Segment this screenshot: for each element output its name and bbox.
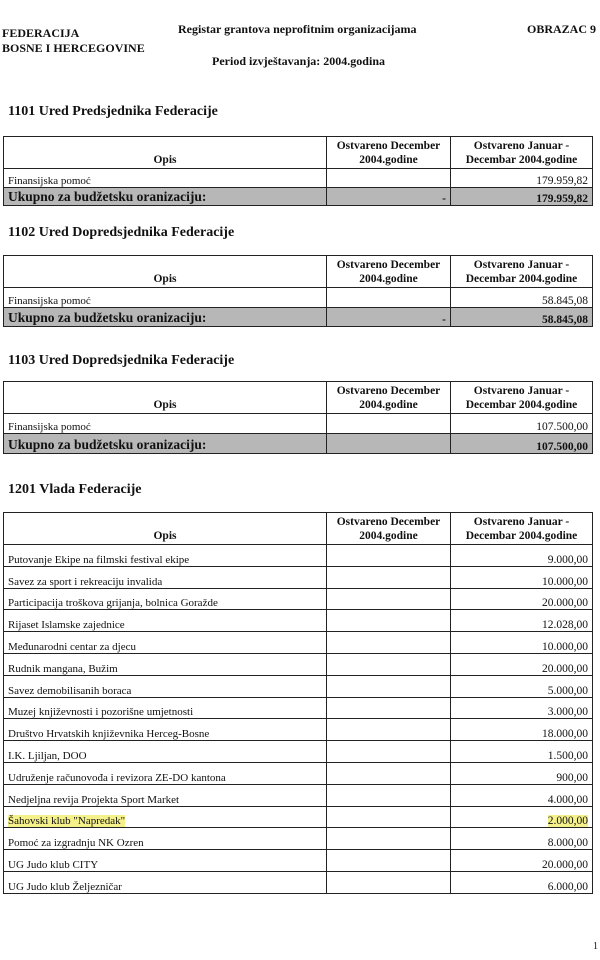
- total-annual: 58.845,08: [451, 308, 593, 327]
- table-row: [4, 610, 593, 632]
- total-label: Ukupno za budžetsku oranizaciju:: [4, 308, 327, 327]
- row-total: 8.000,00: [451, 828, 593, 850]
- total-row: [4, 308, 593, 327]
- row-total: 18.000,00: [451, 719, 593, 741]
- row-december: [327, 632, 451, 654]
- reporting-period: Period izvještavanja: 2004.godina: [212, 54, 385, 68]
- row-total: [451, 806, 593, 828]
- row-total: 20.000,00: [451, 850, 593, 872]
- table-row: [4, 414, 593, 434]
- row-total: 9.000,00: [451, 545, 593, 567]
- table-row: [4, 675, 593, 697]
- table-1101: [3, 136, 593, 206]
- row-label: Nedjeljna revija Projekta Sport Market: [4, 784, 327, 806]
- row-december: [327, 653, 451, 675]
- row-december: [327, 762, 451, 784]
- table-row: [4, 632, 593, 654]
- col-header-december: Ostvareno December 2004.godine: [327, 513, 451, 545]
- row-december: [327, 784, 451, 806]
- row-label: UG Judo klub CITY: [4, 850, 327, 872]
- col-header-annual: Ostvareno Januar - Decembar 2004.godine: [451, 382, 593, 414]
- table-header-row: [4, 137, 593, 169]
- row-label: Muzej književnosti i pozorišne umjetnosti: [4, 697, 327, 719]
- total-label: Ukupno za budžetsku oranizaciju:: [4, 188, 327, 206]
- row-total: 5.000,00: [451, 675, 593, 697]
- table-row: [4, 850, 593, 872]
- col-header-annual: Ostvareno Januar - Decembar 2004.godine: [451, 513, 593, 545]
- table-row: [4, 697, 593, 719]
- col-header-december: Ostvareno December 2004.godine: [327, 137, 451, 169]
- row-label: Rudnik mangana, Bužim: [4, 653, 327, 675]
- grant-rows: [4, 545, 593, 894]
- col-header-opis: Opis: [4, 513, 327, 545]
- table-row: [4, 288, 593, 308]
- row-december: [327, 566, 451, 588]
- row-label: Društvo Hrvatskih književnika Herceg-Bosne: [4, 719, 327, 741]
- section-title-1102: 1102 Ured Dopredsjednika Federacije: [8, 225, 235, 240]
- total-row: [4, 188, 593, 206]
- row-label: Finansijska pomoć: [4, 288, 327, 308]
- row-total: 10.000,00: [451, 566, 593, 588]
- row-total: 4.000,00: [451, 784, 593, 806]
- margin-mark: 1: [593, 941, 598, 952]
- row-total: 20.000,00: [451, 653, 593, 675]
- col-header-opis: Opis: [4, 137, 327, 169]
- table-row: [4, 741, 593, 763]
- org-name: [2, 26, 145, 56]
- form-number: OBRAZAC 9: [527, 22, 597, 36]
- table-row: [4, 545, 593, 567]
- row-total: 10.000,00: [451, 632, 593, 654]
- row-december: [327, 414, 451, 434]
- total-december: -: [327, 308, 451, 327]
- row-label: Udruženje računovođa i revizora ZE-DO kantona: [4, 762, 327, 784]
- row-label: I.K. Ljiljan, DOO: [4, 741, 327, 763]
- row-total: 107.500,00: [451, 414, 593, 434]
- table-header-row: [4, 382, 593, 414]
- table-row: [4, 871, 593, 893]
- table-row: [4, 653, 593, 675]
- total-label: Ukupno za budžetsku oranizaciju:: [4, 434, 327, 454]
- highlighted-label: Šahovski klub "Napredak": [8, 815, 126, 828]
- row-total: 20.000,00: [451, 588, 593, 610]
- table-row: [4, 762, 593, 784]
- highlighted-amount: 2.000,00: [547, 815, 588, 828]
- row-label: Finansijska pomoć: [4, 169, 327, 188]
- table-row: [4, 828, 593, 850]
- row-label: Finansijska pomoć: [4, 414, 327, 434]
- row-label: Savez demobilisanih boraca: [4, 675, 327, 697]
- row-label: [4, 806, 327, 828]
- total-december: -: [327, 188, 451, 206]
- table-1103: [3, 381, 593, 454]
- row-december: [327, 719, 451, 741]
- row-december: [327, 675, 451, 697]
- row-december: [327, 697, 451, 719]
- row-total: 900,00: [451, 762, 593, 784]
- row-december: [327, 610, 451, 632]
- row-label: Pomoć za izgradnju NK Ozren: [4, 828, 327, 850]
- row-label: Rijaset Islamske zajednice: [4, 610, 327, 632]
- table-1201: [3, 512, 593, 894]
- row-total: 6.000,00: [451, 871, 593, 893]
- section-title-1201: 1201 Vlada Federacije: [8, 482, 142, 497]
- section-title-1103: 1103 Ured Dopredsjednika Federacije: [8, 353, 235, 368]
- org-line-1: FEDERACIJA: [2, 26, 80, 40]
- row-label: Putovanje Ekipe na filmski festival ekipe: [4, 545, 327, 567]
- table-header-row: [4, 256, 593, 288]
- document-title: Registar grantova neprofitnim organizacijama: [178, 22, 417, 36]
- total-annual: 179.959,82: [451, 188, 593, 206]
- row-label: UG Judo klub Željezničar: [4, 871, 327, 893]
- row-december: [327, 828, 451, 850]
- row-december: [327, 850, 451, 872]
- total-annual: 107.500,00: [451, 434, 593, 454]
- total-row: [4, 434, 593, 454]
- row-december: [327, 588, 451, 610]
- col-header-annual: Ostvareno Januar - Decembar 2004.godine: [451, 137, 593, 169]
- col-header-december: Ostvareno December 2004.godine: [327, 382, 451, 414]
- table-row: [4, 588, 593, 610]
- table-row: [4, 806, 593, 828]
- section-title-1101: 1101 Ured Predsjednika Federacije: [8, 104, 218, 119]
- row-december: [327, 741, 451, 763]
- row-label: Međunarodni centar za djecu: [4, 632, 327, 654]
- table-row: [4, 784, 593, 806]
- org-line-2: BOSNE I HERCEGOVINE: [2, 41, 145, 55]
- row-label: Participacija troškova grijanja, bolnica Goražde: [4, 588, 327, 610]
- row-december: [327, 871, 451, 893]
- col-header-annual: Ostvareno Januar - Decembar 2004.godine: [451, 256, 593, 288]
- row-december: [327, 806, 451, 828]
- table-row: [4, 566, 593, 588]
- row-total: 3.000,00: [451, 697, 593, 719]
- row-total: 179.959,82: [451, 169, 593, 188]
- col-header-opis: Opis: [4, 256, 327, 288]
- table-1102: [3, 255, 593, 327]
- row-total: 58.845,08: [451, 288, 593, 308]
- row-december: [327, 288, 451, 308]
- row-total: 1.500,00: [451, 741, 593, 763]
- table-row: [4, 169, 593, 188]
- table-header-row: [4, 513, 593, 545]
- row-december: [327, 169, 451, 188]
- row-label: Savez za sport i rekreaciju invalida: [4, 566, 327, 588]
- col-header-opis: Opis: [4, 382, 327, 414]
- col-header-december: Ostvareno December 2004.godine: [327, 256, 451, 288]
- row-total: 12.028,00: [451, 610, 593, 632]
- row-december: [327, 545, 451, 567]
- total-december: [327, 434, 451, 454]
- table-row: [4, 719, 593, 741]
